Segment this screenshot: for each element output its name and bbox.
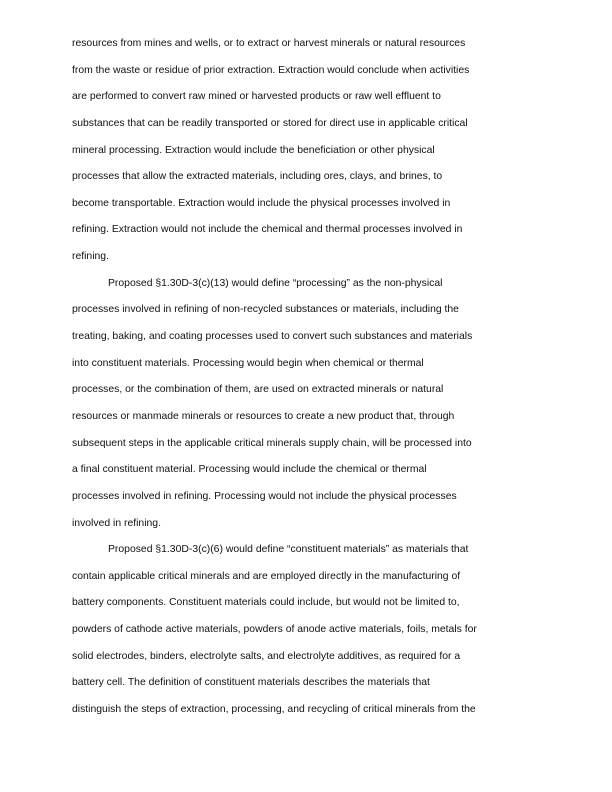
text-line: distinguish the steps of extraction, processing, and recycling of critical minerals from the	[72, 704, 476, 716]
text-line: mineral processing. Extraction would include the beneficiation or other physical	[72, 144, 435, 156]
text-line: processes involved in refining of non-recycled substances or materials, including the	[72, 304, 459, 316]
text-line: powders of cathode active materials, powders of anode active materials, foils, metals for	[72, 624, 477, 636]
text-line: are performed to convert raw mined or harvested products or raw well effluent to	[72, 91, 441, 103]
paragraph-processing	[72, 271, 542, 537]
text-line: resources from mines and wells, or to extract or harvest minerals or natural resources	[72, 38, 466, 49]
text-line: refining. Extraction would not include the chemical and thermal processes involved in	[72, 224, 463, 236]
text-line: become transportable. Extraction would include the physical processes involved in	[72, 197, 451, 209]
text-line: processes, or the combination of them, are used on extracted minerals or natural	[72, 384, 444, 396]
paragraph-extraction	[72, 31, 542, 271]
text-line: Proposed §1.30D-3(c)(13) would define “processing” as the non-physical	[108, 277, 443, 289]
paragraph-constituent-materials	[72, 537, 542, 723]
text-line: contain applicable critical minerals and are employed directly in the manufacturing of	[72, 570, 461, 582]
text-line: substances that can be readily transported or stored for direct use in applicable critical	[72, 117, 468, 129]
text-line: processes involved in refining. Processing would not include the physical processes	[72, 490, 457, 502]
text-line: processes that allow the extracted materials, including ores, clays, and brines, to	[72, 171, 443, 183]
text-line: a final constituent material. Processing would include the chemical or thermal	[72, 464, 427, 476]
text-line: treating, baking, and coating processes used to convert such substances and materials	[72, 331, 473, 343]
text-line: from the waste or residue of prior extraction. Extraction would conclude when activities	[72, 64, 470, 76]
text-line: into constituent materials. Processing would begin when chemical or thermal	[72, 357, 424, 369]
text-line: involved in refining.	[72, 517, 161, 529]
document-page	[72, 31, 542, 724]
text-line: resources or manmade minerals or resources to create a new product that, through	[72, 410, 455, 422]
text-line: battery cell. The definition of constituent materials describes the materials that	[72, 677, 430, 689]
text-line: solid electrodes, binders, electrolyte salts, and electrolyte additives, as required for a	[72, 650, 461, 662]
text-line: refining.	[72, 251, 109, 263]
text-line: Proposed §1.30D-3(c)(6) would define “constituent materials” as materials that	[108, 544, 469, 556]
text-line: battery components. Constituent materials could include, but would not be limited to,	[72, 597, 460, 609]
text-line: subsequent steps in the applicable critical minerals supply chain, will be processed into	[72, 437, 472, 449]
